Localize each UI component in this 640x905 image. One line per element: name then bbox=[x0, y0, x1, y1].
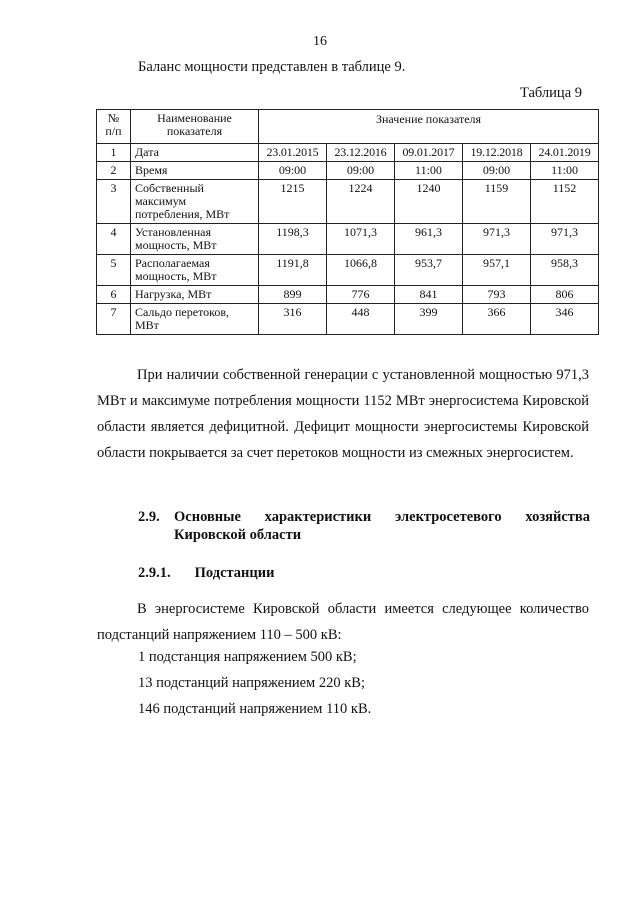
list-item: 146 подстанций напряжением 110 кВ. bbox=[138, 701, 372, 717]
cell-value: 11:00 bbox=[531, 162, 599, 180]
row-number: 6 bbox=[97, 286, 131, 304]
row-name: Установленная мощность, МВт bbox=[131, 224, 259, 255]
row-number: 2 bbox=[97, 162, 131, 180]
cell-value: 23.01.2015 bbox=[259, 144, 327, 162]
cell-value: 448 bbox=[327, 304, 395, 335]
paragraph-deficit-text: При наличии собственной генерации с установленной мощностью 971,3 МВт и максимуме потребления мощности 1152 МВт энергосистема Кировской области является дефицитной. Дефицит мощности энергосистемы Кировской области покрывается за счет перетоков мощности из смежных энергосистем. bbox=[97, 367, 589, 461]
cell-value: 19.12.2018 bbox=[463, 144, 531, 162]
page-number: 16 bbox=[313, 34, 327, 49]
cell-value: 1066,8 bbox=[327, 255, 395, 286]
cell-value: 316 bbox=[259, 304, 327, 335]
header-name-line1: Наименование bbox=[157, 111, 232, 125]
cell-value: 1240 bbox=[395, 180, 463, 224]
paragraph-substations bbox=[97, 596, 589, 648]
list-item: 13 подстанций напряжением 220 кВ; bbox=[138, 675, 365, 691]
paragraph-substations-text: В энергосистеме Кировской области имеется следующее количество подстанций напряжением 110 – 500 кВ: bbox=[97, 601, 589, 643]
table-header-row bbox=[97, 110, 599, 144]
row-name: Время bbox=[131, 162, 259, 180]
row-number: 7 bbox=[97, 304, 131, 335]
cell-value: 793 bbox=[463, 286, 531, 304]
cell-value: 961,3 bbox=[395, 224, 463, 255]
cell-value: 841 bbox=[395, 286, 463, 304]
table-row bbox=[97, 304, 599, 335]
cell-value: 776 bbox=[327, 286, 395, 304]
row-name: Дата bbox=[131, 144, 259, 162]
section-number: 2.9. bbox=[138, 509, 160, 525]
cell-value: 1191,8 bbox=[259, 255, 327, 286]
cell-value: 11:00 bbox=[395, 162, 463, 180]
cell-value: 09:00 bbox=[327, 162, 395, 180]
cell-value: 1152 bbox=[531, 180, 599, 224]
row-name: Сальдо перетоков, МВт bbox=[131, 304, 259, 335]
header-values: Значение показателя bbox=[259, 110, 599, 144]
cell-value: 23.12.2016 bbox=[327, 144, 395, 162]
intro-text: Баланс мощности представлен в таблице 9. bbox=[138, 59, 406, 75]
cell-value: 366 bbox=[463, 304, 531, 335]
section-heading-2-9-1 bbox=[138, 565, 274, 582]
cell-value: 1224 bbox=[327, 180, 395, 224]
cell-value: 09:00 bbox=[259, 162, 327, 180]
row-name: Располагаемая мощность, МВт bbox=[131, 255, 259, 286]
table-row bbox=[97, 162, 599, 180]
cell-value: 971,3 bbox=[531, 224, 599, 255]
row-name: Собственный максимум потребления, МВт bbox=[131, 180, 259, 224]
section-title-line1: Основные характеристики электросетевого хозяйства bbox=[174, 509, 590, 525]
cell-value: 1071,3 bbox=[327, 224, 395, 255]
paragraph-deficit bbox=[97, 362, 589, 466]
subsection-number: 2.9.1. bbox=[138, 565, 171, 581]
cell-value: 1198,3 bbox=[259, 224, 327, 255]
header-num bbox=[97, 110, 131, 144]
header-name-line2: показателя bbox=[166, 124, 223, 138]
subsection-title: Подстанции bbox=[194, 565, 275, 581]
cell-value: 1159 bbox=[463, 180, 531, 224]
row-name: Нагрузка, МВт bbox=[131, 286, 259, 304]
cell-value: 958,3 bbox=[531, 255, 599, 286]
cell-value: 971,3 bbox=[463, 224, 531, 255]
cell-value: 806 bbox=[531, 286, 599, 304]
row-number: 1 bbox=[97, 144, 131, 162]
table-row bbox=[97, 255, 599, 286]
cell-value: 24.01.2019 bbox=[531, 144, 599, 162]
row-number: 4 bbox=[97, 224, 131, 255]
cell-value: 899 bbox=[259, 286, 327, 304]
table-row bbox=[97, 180, 599, 224]
cell-value: 957,1 bbox=[463, 255, 531, 286]
cell-value: 953,7 bbox=[395, 255, 463, 286]
header-name bbox=[131, 110, 259, 144]
section-title-line2: Кировской области bbox=[174, 527, 302, 543]
power-balance-table bbox=[96, 109, 599, 335]
table-row bbox=[97, 286, 599, 304]
table-row bbox=[97, 144, 599, 162]
table-caption: Таблица 9 bbox=[519, 85, 582, 101]
cell-value: 1215 bbox=[259, 180, 327, 224]
row-number: 5 bbox=[97, 255, 131, 286]
row-number: 3 bbox=[97, 180, 131, 224]
section-heading-2-9 bbox=[138, 508, 590, 544]
cell-value: 09:00 bbox=[463, 162, 531, 180]
table-row bbox=[97, 224, 599, 255]
header-num-line2: п/п bbox=[105, 124, 122, 138]
cell-value: 346 bbox=[531, 304, 599, 335]
cell-value: 399 bbox=[395, 304, 463, 335]
header-num-line1: № bbox=[107, 111, 120, 125]
list-item: 1 подстанция напряжением 500 кВ; bbox=[138, 649, 357, 665]
cell-value: 09.01.2017 bbox=[395, 144, 463, 162]
